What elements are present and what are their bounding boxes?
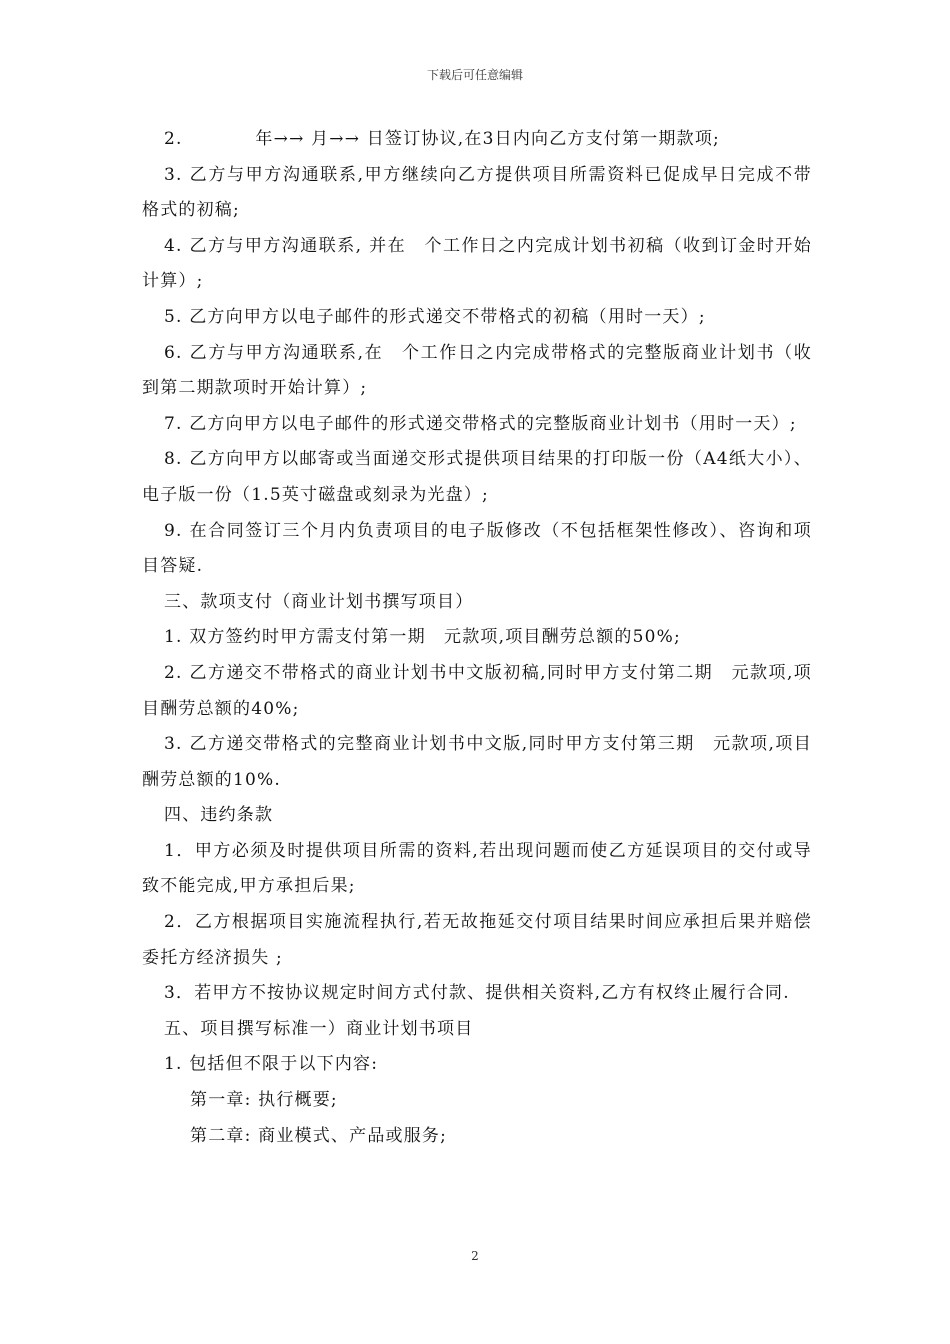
paragraph-breach-2: 2．乙方根据项目实施流程执行,若无故拖延交付项目结果时间应承担后果并赔偿委托方经济损失 ; <box>142 912 812 968</box>
section-heading-payment: 三、款项支付（商业计划书撰写项目） <box>164 591 474 612</box>
paragraph-step-8: 8. 乙方向甲方以邮寄或当面递交形式提供项目结果的打印版一份（A4纸大小）、电子版一份（1.5英寸磁盘或刻录为光盘）; <box>142 449 812 505</box>
paragraph-step-6: 6. 乙方与甲方沟通联系,在 个工作日之内完成带格式的完整版商业计划书（收到第二期款项时开始计算）; <box>142 342 812 399</box>
paragraph-breach-3: 3．若甲方不按协议规定时间方式付款、提供相关资料,乙方有权终止履行合同. <box>164 983 790 1004</box>
paragraph-standards-1: 1. 包括但不限于以下内容: <box>164 1054 379 1075</box>
paragraph-payment-2: 2. 乙方递交不带格式的商业计划书中文版初稿,同时甲方支付第二期 元款项,项目酬劳总额的40%; <box>142 662 812 719</box>
paragraph-breach-1: 1．甲方必须及时提供项目所需的资料,若出现问题而使乙方延误项目的交付或导致不能完成,甲方承担后果; <box>142 840 812 897</box>
page-number: 2 <box>471 1249 479 1263</box>
page-header: 下载后可任意编辑 <box>426 68 523 82</box>
chapter-1: 第一章: 执行概要; <box>190 1090 338 1111</box>
paragraph-step-5: 5. 乙方向甲方以电子邮件的形式递交不带格式的初稿（用时一天）; <box>164 306 706 327</box>
paragraph-step-7: 7. 乙方向甲方以电子邮件的形式递交带格式的完整版商业计划书（用时一天）; <box>164 413 797 434</box>
document-body <box>142 122 812 1154</box>
paragraph-step-4: 4. 乙方与甲方沟通联系, 并在 个工作日之内完成计划书初稿（收到订金时开始计算）; <box>142 235 812 292</box>
section-heading-breach: 四、违约条款 <box>164 805 274 826</box>
paragraph-step-3: 3. 乙方与甲方沟通联系,甲方继续向乙方提供项目所需资料已促成早日完成不带格式的初稿; <box>142 164 812 221</box>
paragraph-payment-1: 1. 双方签约时甲方需支付第一期 元款项,项目酬劳总额的50%; <box>164 627 681 648</box>
section-heading-standards: 五、项目撰写标准一）商业计划书项目 <box>164 1018 474 1039</box>
chapter-2: 第二章: 商业模式、产品或服务; <box>190 1125 448 1146</box>
paragraph-payment-3: 3. 乙方递交带格式的完整商业计划书中文版,同时甲方支付第三期 元款项,项目酬劳总额的10%. <box>142 734 812 790</box>
paragraph-agreement-date: 2. 年→→ 月→→ 日签订协议,在3日内向乙方支付第一期款项; <box>164 129 720 149</box>
paragraph-step-9: 9. 在合同签订三个月内负责项目的电子版修改（不包括框架性修改）、咨询和项目答疑. <box>142 520 812 577</box>
